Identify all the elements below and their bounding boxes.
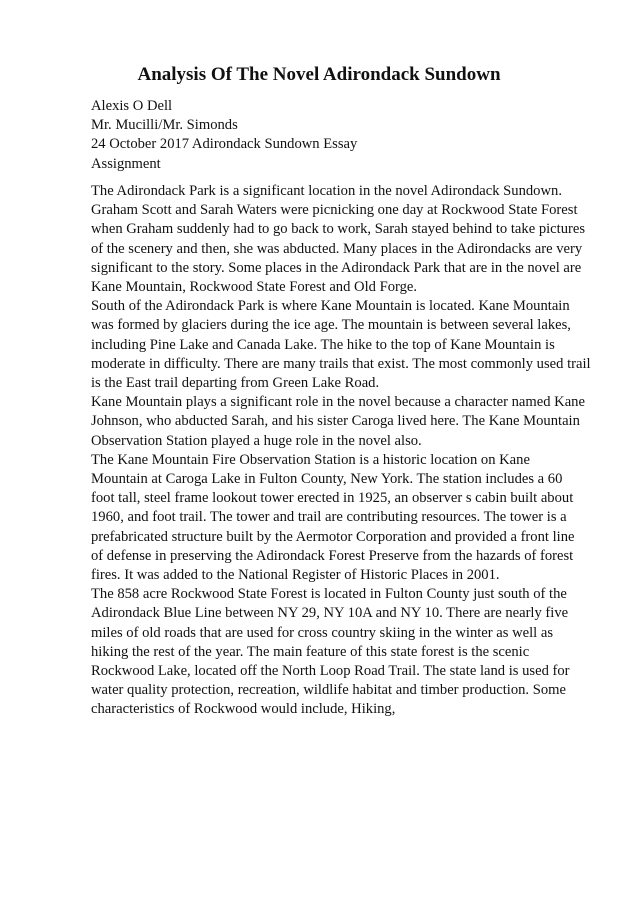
text-line: foot tall, steel frame lookout tower erected in 1925, an observer s cabin built about: [91, 490, 574, 507]
text-line: hiking the rest of the year. The main feature of this state forest is the scenic: [91, 643, 530, 660]
text-line: The 858 acre Rockwood State Forest is located in Fulton County just south of the: [91, 586, 567, 603]
text-line: Kane Mountain plays a significant role in the novel because a character named Kane: [91, 394, 585, 411]
author-header: [91, 97, 591, 174]
text-line: South of the Adirondack Park is where Kane Mountain is located. Kane Mountain: [91, 298, 570, 315]
text-line: water quality protection, recreation, wildlife habitat and timber production. Some: [91, 682, 566, 699]
text-line: Johnson, who abducted Sarah, and his sister Caroga lived here. The Kane Mountain: [91, 413, 580, 430]
text-line: was formed by glaciers during the ice age. The mountain is between several lakes,: [91, 317, 571, 334]
author-name: Alexis O Dell: [91, 98, 173, 114]
text-line: significant to the story. Some places in the Adirondack Park that are in the novel are: [91, 259, 582, 276]
text-line: The Kane Mountain Fire Observation Station is a historic location on Kane: [91, 451, 530, 468]
text-line: characteristics of Rockwood would include, Hiking,: [91, 701, 396, 718]
teacher-names: Mr. Mucilli/Mr. Simonds: [91, 117, 238, 134]
text-line: Kane Mountain, Rockwood State Forest and Old Forge.: [91, 279, 418, 296]
text-line: including Pine Lake and Canada Lake. The hike to the top of Kane Mountain is: [91, 336, 555, 353]
text-line: Mountain at Caroga Lake in Fulton County, New York. The station includes a 60: [91, 471, 563, 488]
text-line: of the scenery and then, she was abducted. Many places in the Adirondacks are very: [91, 240, 583, 257]
assignment-line: Assignment: [91, 155, 161, 172]
text-line: Graham Scott and Sarah Waters were picnicking one day at Rockwood State Forest: [91, 202, 578, 219]
text-line: Rockwood Lake, located off the North Loop Road Trail. The state land is used for: [91, 663, 570, 680]
text-line: of defense in preserving the Adirondack Forest Preserve from the hazards of forest: [91, 547, 574, 564]
text-line: prefabricated structure built by the Aermotor Corporation and provided a front line: [91, 528, 575, 545]
text-line: moderate in difficulty. There are many trails that exist. The most commonly used trail: [91, 355, 591, 372]
text-line: Observation Station played a huge role in the novel also.: [91, 432, 422, 449]
text-line: 1960, and foot trail. The tower and trail are contributing resources. The tower is a: [91, 509, 567, 526]
text-line: is the East trail departing from Green Lake Road.: [91, 375, 380, 392]
text-line: miles of old roads that are used for cross country skiing in the winter as well as: [91, 624, 554, 641]
text-line: Adirondack Blue Line between NY 29, NY 10A and NY 10. There are nearly five: [91, 605, 569, 622]
date-line: 24 October 2017 Adirondack Sundown Essay: [91, 136, 358, 153]
text-line: The Adirondack Park is a significant location in the novel Adirondack Sundown.: [91, 183, 562, 199]
text-line: fires. It was added to the National Register of Historic Places in 2001.: [91, 567, 500, 584]
essay-body: [91, 182, 591, 720]
text-line: when Graham suddenly had to go back to work, Sarah stayed behind to take pictures: [91, 221, 586, 238]
page-title: Analysis Of The Novel Adirondack Sundown: [137, 64, 501, 85]
